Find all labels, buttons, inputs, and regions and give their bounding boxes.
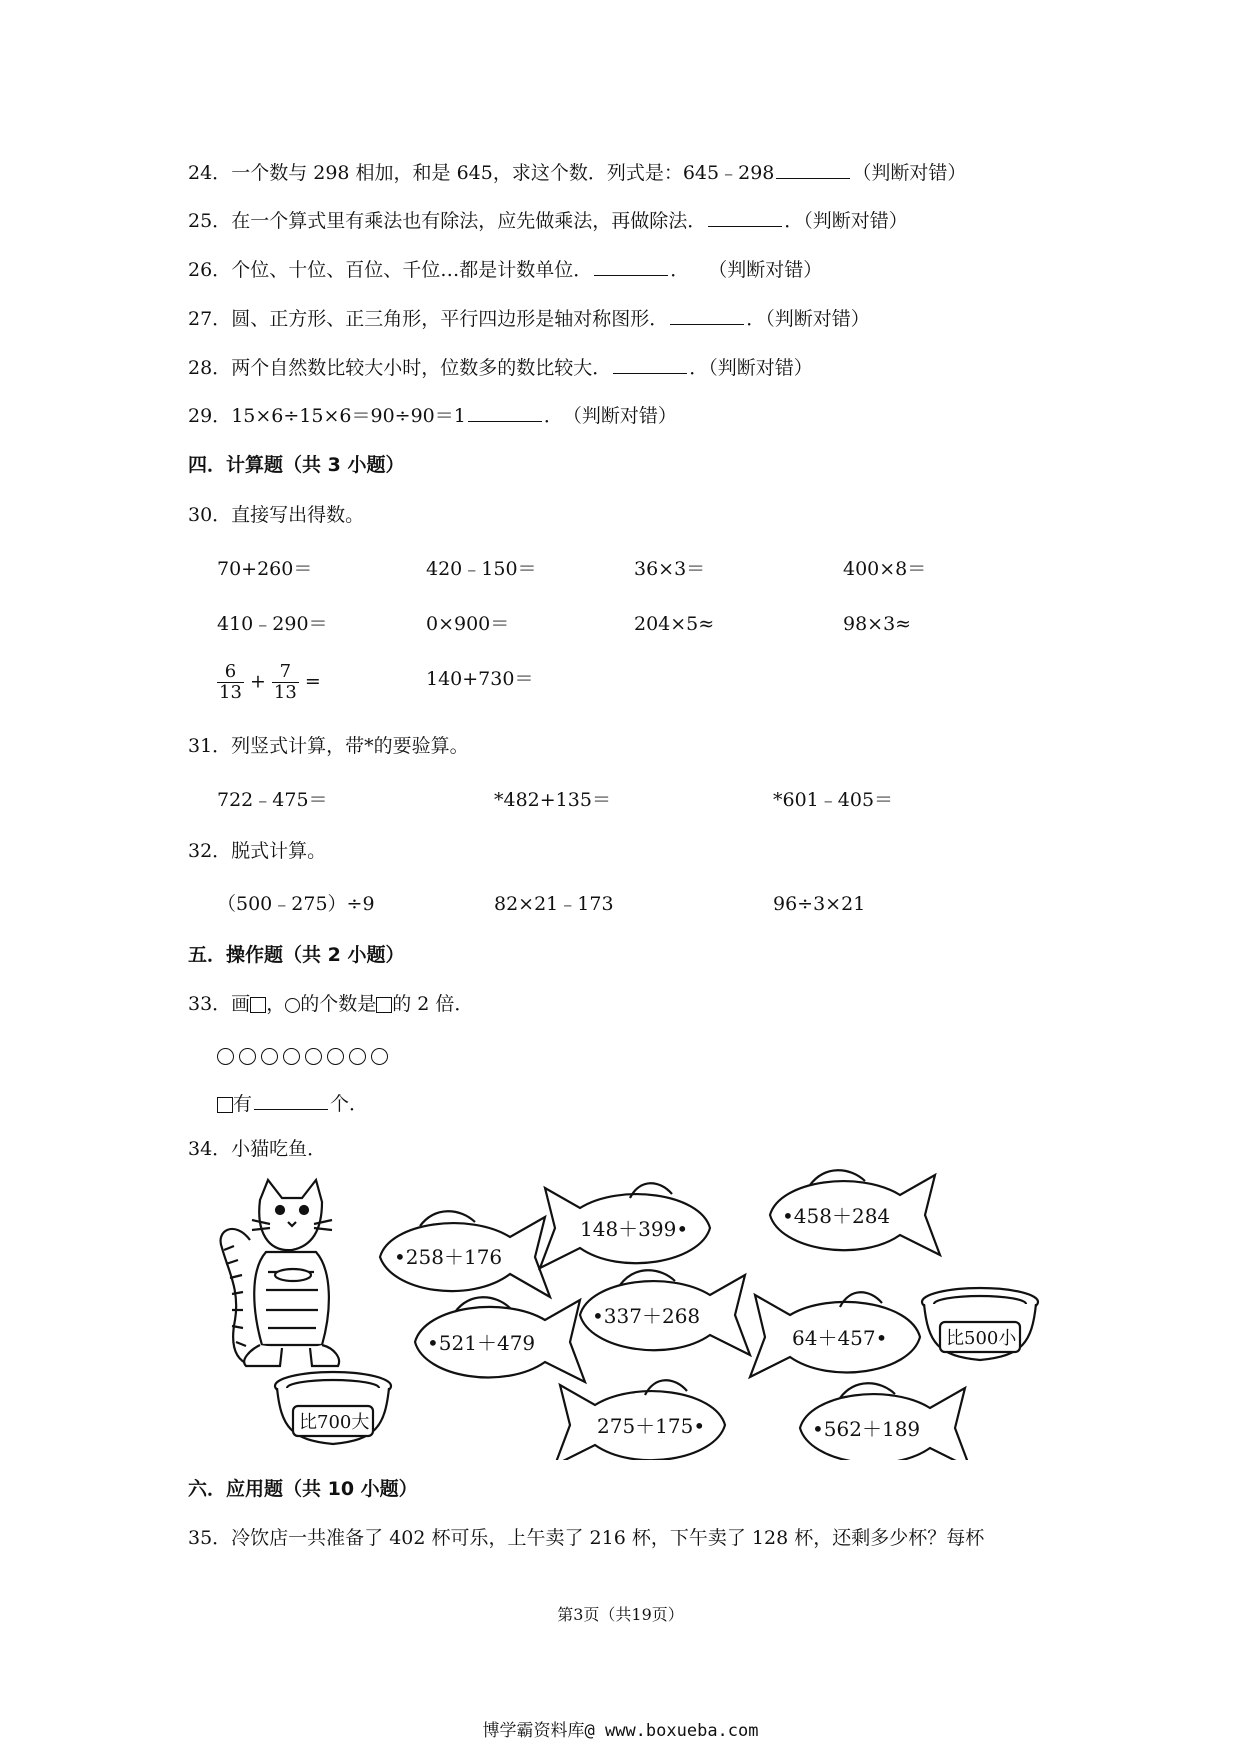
calc-item: 98×3≈ [843, 613, 912, 635]
circle-icon [371, 1048, 388, 1065]
answer-blank[interactable] [708, 208, 782, 227]
calc-item: 140+730＝ [426, 668, 534, 690]
fish-group [380, 1170, 970, 1460]
calc-item: 0×900＝ [426, 613, 510, 635]
circle-icon [327, 1048, 344, 1065]
fish-label: •521＋479 [427, 1331, 536, 1355]
question-24 [188, 160, 966, 186]
question-text: 两个自然数比较大小时，位数多的数比较大． [231, 357, 612, 379]
fish-label: 64＋457• [792, 1326, 888, 1350]
fish-label: •258＋176 [394, 1245, 503, 1269]
answer-blank[interactable] [594, 257, 668, 276]
step-calc-item: 82×21﹣173 [494, 893, 614, 915]
question-number: 24． [188, 162, 232, 184]
question-suffix: ．（判断对错） [784, 210, 908, 232]
square-icon [376, 997, 392, 1013]
question-suffix: ．（判断对错） [746, 308, 870, 330]
circle-icon [349, 1048, 366, 1065]
question-text: 的个数是 [300, 993, 377, 1015]
bowl[interactable] [922, 1288, 1038, 1360]
fraction [217, 662, 244, 703]
question-27 [188, 306, 870, 332]
section-heading-5: 五．操作题（共 2 小题） [188, 944, 405, 966]
question-28 [188, 355, 813, 381]
fraction-denominator: 13 [219, 682, 242, 703]
fish-label: 148＋399• [580, 1217, 689, 1241]
fraction-numerator: 7 [272, 662, 299, 683]
section-heading-6: 六．应用题（共 10 小题） [188, 1478, 418, 1500]
answer-blank[interactable] [776, 160, 850, 179]
question-number: 26． [188, 259, 232, 281]
question-text: 15×6÷15×6＝90÷90＝1 [231, 405, 466, 427]
question-text: 的 2 倍． [392, 993, 474, 1015]
question-29 [188, 403, 677, 429]
question-26 [188, 257, 822, 283]
square-icon [250, 997, 266, 1013]
answer-prefix: 有 [233, 1093, 253, 1115]
calc-item: 36×3＝ [634, 558, 706, 580]
question-33-answer [217, 1091, 368, 1117]
square-icon [217, 1097, 233, 1113]
circle-icon [305, 1048, 322, 1065]
circle-icon [239, 1048, 256, 1065]
question-34-title: 34．小猫吃鱼． [188, 1138, 327, 1160]
calc-item: 420﹣150＝ [426, 558, 537, 580]
vertical-calc-item: *482+135＝ [494, 789, 611, 811]
vertical-calc-item: 722﹣475＝ [217, 789, 328, 811]
bowl-label: 比500小 [946, 1328, 1017, 1349]
fish[interactable] [380, 1211, 550, 1297]
circle-icon [285, 998, 300, 1013]
bowl-label: 比700大 [299, 1412, 370, 1433]
answer-suffix: 个． [330, 1093, 369, 1115]
section-heading-4: 四．计算题（共 3 小题） [188, 454, 405, 476]
cat-illustration [221, 1180, 339, 1366]
answer-blank[interactable] [468, 403, 542, 422]
calc-item: 410﹣290＝ [217, 613, 328, 635]
fraction [272, 662, 299, 703]
circle-icon [283, 1048, 300, 1065]
fish[interactable] [770, 1170, 940, 1255]
circle-icon [217, 1048, 234, 1065]
vertical-calc-item: *601﹣405＝ [773, 789, 894, 811]
plus-sign: + [249, 670, 266, 693]
fraction-numerator: 6 [217, 662, 244, 683]
question-text: 一个数与 298 相加，和是 645，求这个数．列式是：645﹣298 [231, 162, 775, 184]
question-text: 在一个算式里有乘法也有除法，应先做乘法，再做除法． [231, 210, 707, 232]
fish-label: 275＋175• [597, 1414, 706, 1438]
calc-item: 204×5≈ [634, 613, 715, 635]
question-suffix: ． （判断对错） [543, 405, 677, 427]
fish-label: •337＋268 [592, 1304, 701, 1328]
question-32-title: 32．脱式计算。 [188, 840, 327, 862]
fraction-denominator: 13 [273, 682, 297, 703]
page-footer: 第3页（共19页） [557, 1605, 684, 1624]
watermark: 博学霸资料库@ www.boxueba.com [482, 1721, 759, 1741]
question-text: 33．画 [188, 993, 251, 1015]
question-suffix: ．（判断对错） [689, 357, 813, 379]
fraction-expression [217, 662, 321, 703]
question-31-title: 31．列竖式计算，带*的要验算。 [188, 735, 469, 757]
fish[interactable] [540, 1183, 710, 1268]
question-text: 个位、十位、百位、千位…都是计数单位． [231, 259, 593, 281]
question-text: ， [266, 993, 286, 1015]
step-calc-item: （500﹣275）÷9 [217, 893, 375, 915]
fish[interactable] [555, 1380, 725, 1460]
fish[interactable] [580, 1270, 750, 1355]
cat-fish-illustration [210, 1160, 1060, 1460]
question-number: 27． [188, 308, 232, 330]
question-text: 圆、正方形、正三角形，平行四边形是轴对称图形． [231, 308, 669, 330]
question-number: 25． [188, 210, 232, 232]
question-30-title: 30．直接写出得数。 [188, 504, 365, 526]
question-number: 29． [188, 405, 232, 427]
question-suffix: ． （判断对错） [670, 259, 823, 281]
answer-blank[interactable] [254, 1091, 328, 1110]
calc-item: 70+260＝ [217, 558, 313, 580]
question-number: 28． [188, 357, 232, 379]
equals-sign: = [304, 670, 321, 693]
calc-item: 400×8＝ [843, 558, 927, 580]
step-calc-item: 96÷3×21 [773, 893, 866, 915]
answer-blank[interactable] [613, 355, 687, 374]
circle-icon [261, 1048, 278, 1065]
question-suffix: （判断对错） [852, 162, 967, 184]
circle-row [217, 1042, 393, 1068]
fish[interactable] [800, 1383, 970, 1460]
question-25 [188, 208, 908, 234]
answer-blank[interactable] [670, 306, 744, 325]
fish-label: •562＋189 [812, 1417, 921, 1441]
question-33-title [188, 991, 473, 1017]
fish[interactable] [415, 1297, 585, 1382]
question-35: 35．冷饮店一共准备了 402 杯可乐，上午卖了 216 杯，下午卖了 128 杯，还剩多少杯？每杯 [188, 1527, 985, 1549]
fish[interactable] [750, 1292, 920, 1377]
fish-label: •458＋284 [782, 1204, 891, 1228]
bowl[interactable] [275, 1372, 391, 1444]
